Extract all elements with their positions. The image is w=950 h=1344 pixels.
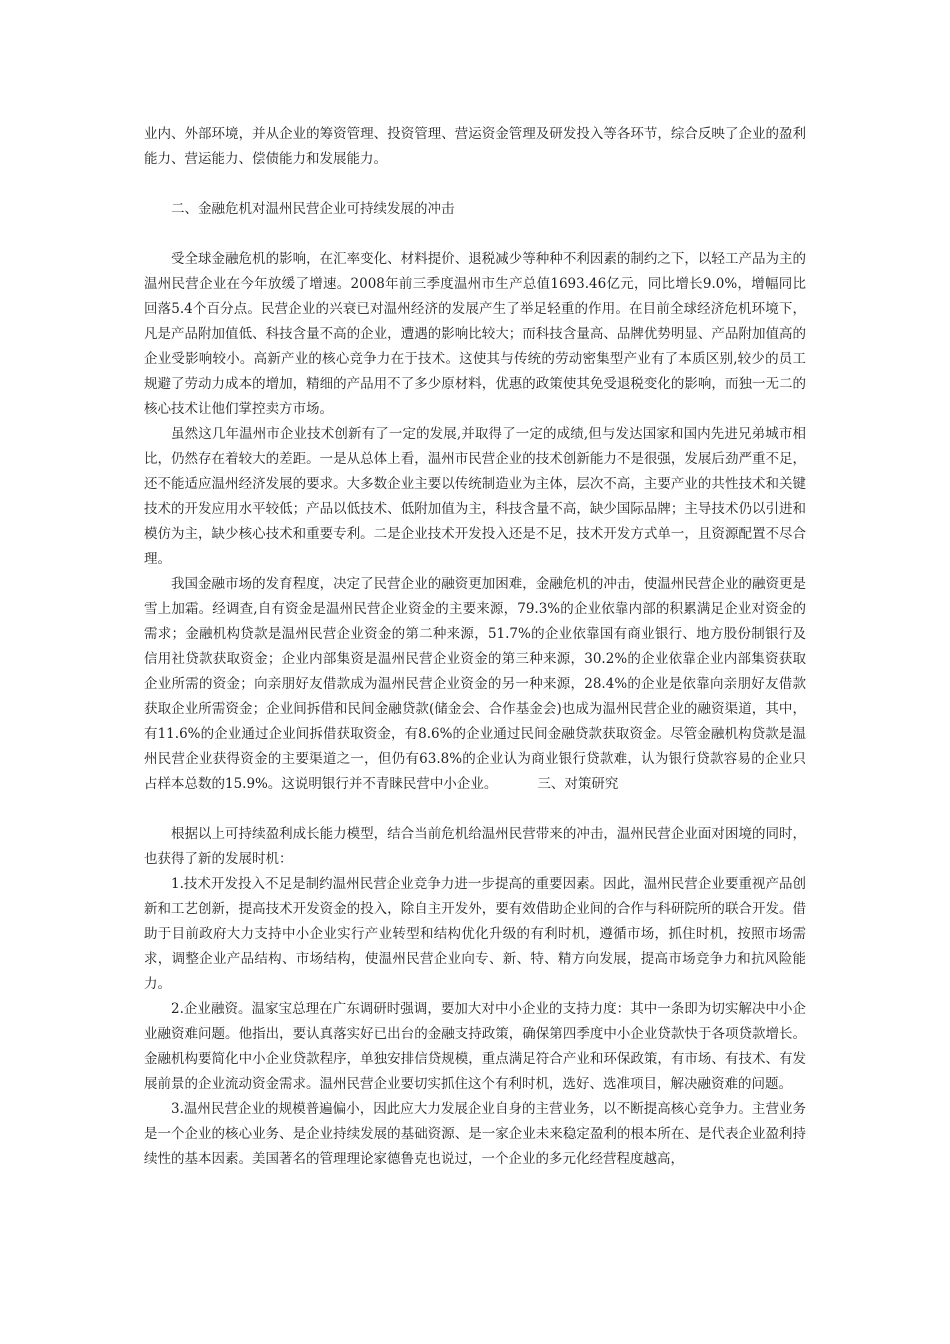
section-3-item-3: 3.温州民营企业的规模普遍偏小，因此应大力发展企业自身的主营业务，以不断提高核心竞争力。主营业务是一个企业的核心业务、是企业持续发展的基础资源、是一家企业未来稳定盈利的根本所在、是代表企业盈利持续性的基本因素。美国著名的管理理论家德鲁克也说过，一个企业的多元化经营程度越高， [144,1101,806,1167]
spacer [144,172,806,197]
section-2-paragraph-2: 虽然这几年温州市企业技术创新有了一定的发展,并取得了一定的成绩,但与发达国家和国内先进兄弟城市相比，仍然存在着较大的差距。一是从总体上看，温州市民营企业的技术创新能力不是很强，发展后劲严重不足，还不能适应温州经济发展的要求。大多数企业主要以传统制造业为主体，层次不高，主要产业的共性技术和关键技术的开发应用水平较低；产品以低技术、低附加值为主，科技含量不高，缺少国际品牌；主导技术仍以引进和模仿为主，缺少核心技术和重要专利。二是企业技术开发投入还是不足，技术开发方式单一，且资源配置不尽合理。 [144,426,806,567]
intro-paragraph: 业内、外部环境，并从企业的筹资管理、投资管理、营运资金管理及研发投入等各环节，综合反映了企业的盈利能力、营运能力、偿债能力和发展能力。 [144,126,806,167]
document-page [144,122,806,1172]
section-3-heading: 三、对策研究 [537,776,619,792]
spacer [144,797,806,822]
section-2-heading: 二、金融危机对温州民营企业可持续发展的冲击 [171,201,455,217]
section-2-paragraph-1: 受全球金融危机的影响，在汇率变化、材料提价、退税减少等种种不利因素的制约之下，以轻工产品为主的温州民营企业在今年放缓了增速。2008年前三季度温州市生产总值1693.46亿元，同比增长9.0%，增幅同比回落5.4个百分点。民营企业的兴衰已对温州经济的发展产生了举足轻重的作用。在目前全球经济危机环境下，凡是产品附加值低、科技含量不高的企业，遭遇的影响比较大；而科技含量高、品牌优势明显、产品附加值高的企业受影响较小。高新产业的核心竞争力在于技术。这使其与传统的劳动密集型产业有了本质区别,较少的员工规避了劳动力成本的增加，精细的产品用不了多少原材料，优惠的政策使其免受退税变化的影响，而独一无二的核心技术让他们掌控卖方市场。 [144,251,806,417]
section-2-paragraph-3 [144,572,806,797]
spacer [144,222,806,247]
section-3-intro-paragraph: 根据以上可持续盈利成长能力模型，结合当前危机给温州民营带来的冲击，温州民营企业面对困境的同时，也获得了新的发展时机： [144,826,806,867]
section-2-paragraph-3-text: 我国金融市场的发育程度，决定了民营企业的融资更加困难，金融危机的冲击，使温州民营企业的融资更是雪上加霜。经调查,自有资金是温州民营企业资金的主要来源，79.3%的企业依靠内部的积累满足企业对资金的需求；金融机构贷款是温州民营企业资金的第二种来源，51.7%的企业依靠国有商业银行、地方股份制银行及信用社贷款获取资金；企业内部集资是温州民营企业资金的第三种来源，30.2%的企业依靠企业内部集资获取企业所需的资金；向亲朋好友借款成为温州民营企业资金的另一种来源，28.4%的企业是依靠向亲朋好友借款获取企业所需资金；企业间拆借和民间金融贷款(储金会、合作基金会)也成为温州民营企业的融资渠道，其中，有11.6%的企业通过企业间拆借获取资金，有8.6%的企业通过民间金融贷款获取资金。尽管金融机构贷款是温州民营企业获得资金的主要渠道之一，但仍有63.8%的企业认为商业银行贷款难，认为银行贷款容易的企业只占样本总数的15.9%。这说明银行并不青睐民营中小企业。 [144,576,806,792]
section-3-item-2: 2.企业融资。温家宝总理在广东调研时强调，要加大对中小企业的支持力度：其中一条即为切实解决中小企业融资难问题。他指出，要认真落实好已出台的金融支持政策，确保第四季度中小企业贷款快于各项贷款增长。金融机构要简化中小企业贷款程序，单独安排信贷规模，重点满足符合产业和环保政策，有市场、有技术、有发展前景的企业流动资金需求。温州民营企业要切实抓住这个有利时机，选好、选准项目，解决融资难的问题。 [144,1001,806,1092]
section-3-item-1: 1.技术开发投入不足是制约温州民营企业竞争力进一步提高的重要因素。因此，温州民营企业要重视产品创新和工艺创新，提高技术开发资金的投入，除自主开发外，要有效借助企业间的合作与科研院所的联合开发。借助于目前政府大力支持中小企业实行产业转型和结构优化升级的有利时机，遵循市场，抓住时机，按照市场需求，调整企业产品结构、市场结构，使温州民营企业向专、新、特、精方向发展，提高市场竞争力和抗风险能力。 [144,876,806,992]
